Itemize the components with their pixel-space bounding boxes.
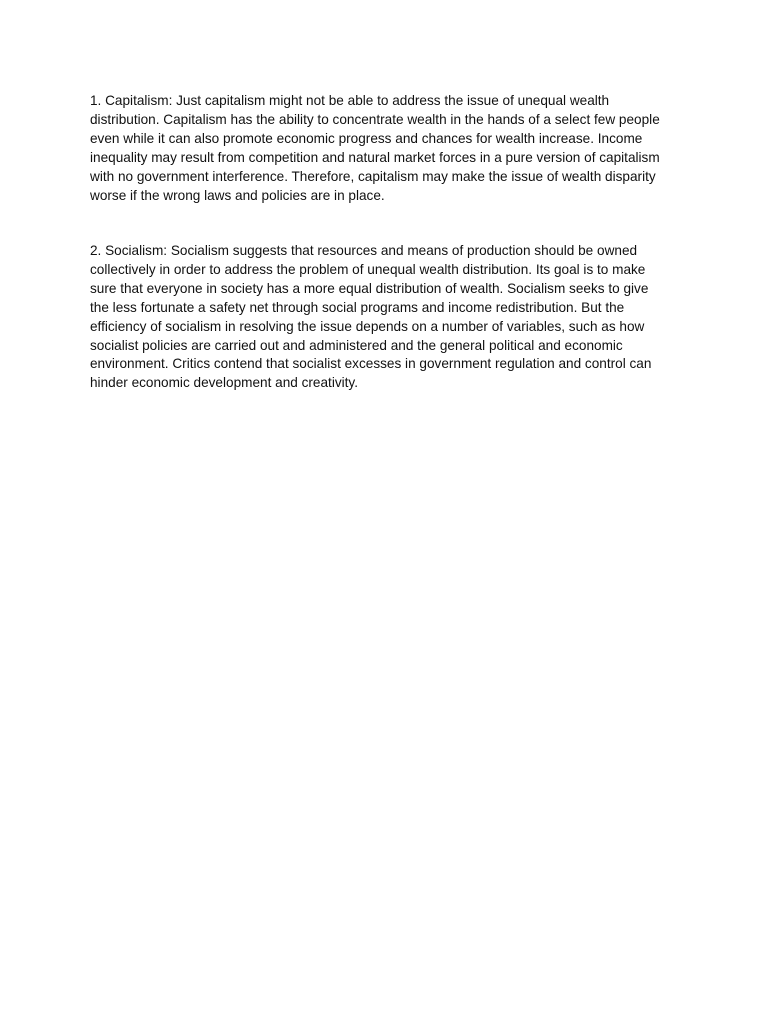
text-line: collectively in order to address the problem of unequal wealth distribution. Its goal is to make [90, 261, 646, 277]
text-line: with no government interference. Therefore, capitalism may make the issue of wealth disparity [90, 168, 656, 184]
text-line: efficiency of socialism in resolving the issue depends on a number of variables, such as how [90, 318, 645, 334]
text-line: environment. Critics contend that socialist excesses in government regulation and control can [90, 356, 652, 372]
text-line: distribution. Capitalism has the ability to concentrate wealth in the hands of a select few people [90, 111, 660, 127]
text-line: 2. Socialism: Socialism suggests that resources and means of production should be owned [90, 243, 638, 258]
paragraph-socialism [90, 242, 651, 393]
text-line: 1. Capitalism: Just capitalism might not be able to address the issue of unequal wealth [90, 93, 610, 108]
text-line: sure that everyone in society has a more equal distribution of wealth. Socialism seeks to give [90, 280, 649, 296]
text-line: the less fortunate a safety net through social programs and income redistribution. But the [90, 299, 625, 315]
text-line: worse if the wrong laws and policies are in place. [90, 187, 385, 203]
paragraph-capitalism [90, 92, 678, 205]
text-line: hinder economic development and creativity. [90, 375, 358, 391]
text-line: even while it can also promote economic progress and chances for wealth increase. Income [90, 130, 643, 146]
text-line: socialist policies are carried out and administered and the general political and economic [90, 337, 623, 353]
text-line: inequality may result from competition and natural market forces in a pure version of capitalism [90, 149, 660, 165]
document-body [90, 92, 678, 391]
